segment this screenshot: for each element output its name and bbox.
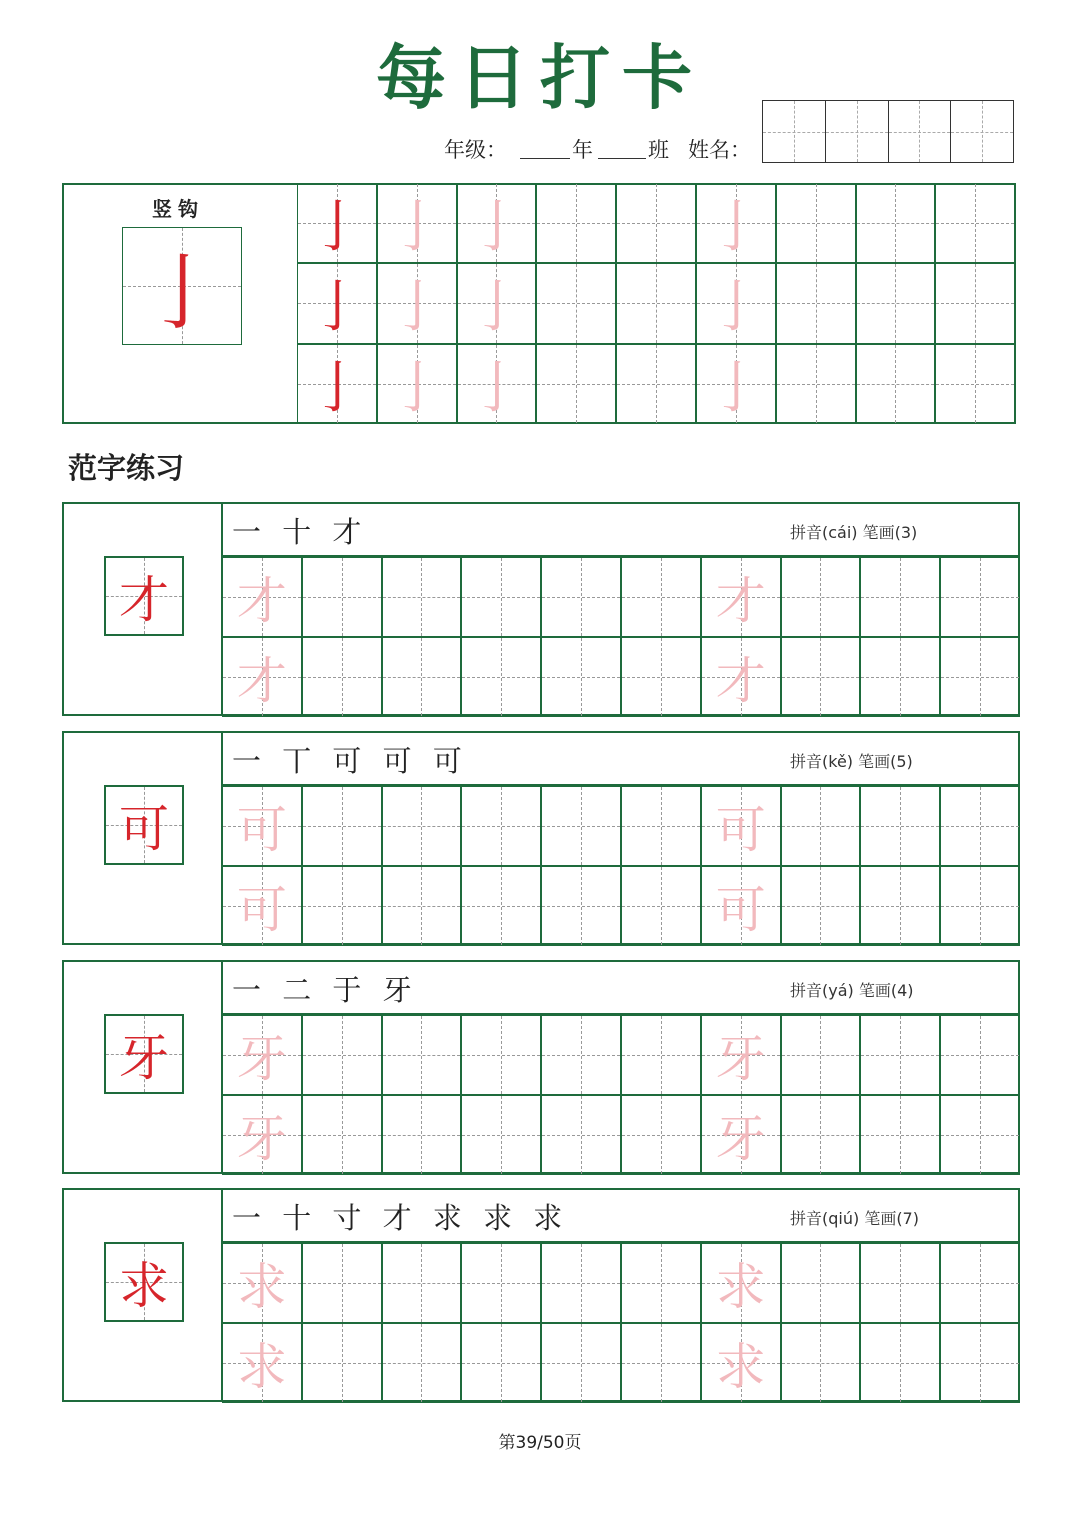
character-practice-cell[interactable] xyxy=(302,786,382,866)
model-character-cell xyxy=(104,785,184,865)
practice-glyph: 亅 xyxy=(308,355,365,421)
character-practice-cell[interactable] xyxy=(701,1243,781,1323)
character-practice-cell[interactable] xyxy=(781,1095,861,1175)
stroke-practice-cell[interactable] xyxy=(696,263,776,343)
character-practice-cell[interactable] xyxy=(541,637,621,717)
stroke-practice-cell[interactable] xyxy=(457,344,537,424)
character-practice-cell[interactable] xyxy=(541,786,621,866)
stroke-sequence: 一 十 才 xyxy=(232,515,368,549)
practice-glyph: 才 xyxy=(236,572,287,630)
character-practice-cell[interactable] xyxy=(382,1015,462,1095)
character-practice-cell[interactable] xyxy=(461,1015,541,1095)
stroke-model-cell xyxy=(122,227,242,345)
character-practice-cell[interactable] xyxy=(621,1095,701,1175)
character-practice-cell[interactable] xyxy=(860,637,940,717)
practice-glyph: 牙 xyxy=(236,1110,287,1168)
character-practice-cell[interactable] xyxy=(860,1095,940,1175)
stroke-practice-cell[interactable] xyxy=(776,263,856,343)
stroke-practice-cell[interactable] xyxy=(536,263,616,343)
character-practice-cell[interactable] xyxy=(382,786,462,866)
character-practice-cell[interactable] xyxy=(781,1323,861,1403)
practice-glyph: 求 xyxy=(715,1338,766,1396)
character-practice-cell[interactable] xyxy=(621,557,701,637)
stroke-practice-cell[interactable] xyxy=(935,183,1015,263)
character-practice-cell[interactable] xyxy=(940,557,1020,637)
practice-glyph: 可 xyxy=(236,881,287,939)
model-character: 才 xyxy=(119,571,169,629)
character-practice-cell[interactable] xyxy=(541,1015,621,1095)
character-practice-cell[interactable] xyxy=(302,1243,382,1323)
practice-glyph: 才 xyxy=(715,572,766,630)
section-title: 范字练习 xyxy=(68,451,185,485)
grade-blank[interactable] xyxy=(520,134,570,159)
character-practice-cell[interactable] xyxy=(541,1243,621,1323)
practice-glyph: 可 xyxy=(715,881,766,939)
character-practice-cell[interactable] xyxy=(940,1095,1020,1175)
practice-glyph: 亅 xyxy=(388,195,445,261)
practice-glyph: 亅 xyxy=(468,355,525,421)
character-practice-cell[interactable] xyxy=(621,786,701,866)
stroke-practice-cell[interactable] xyxy=(776,183,856,263)
practice-glyph: 求 xyxy=(236,1258,287,1316)
character-practice-cell[interactable] xyxy=(302,1323,382,1403)
character-practice-cell[interactable] xyxy=(461,637,541,717)
page-title: 每日打卡 xyxy=(376,36,704,119)
character-practice-cell[interactable] xyxy=(940,1015,1020,1095)
character-practice-cell[interactable] xyxy=(781,866,861,946)
stroke-practice-cell[interactable] xyxy=(935,344,1015,424)
character-practice-cell[interactable] xyxy=(541,1323,621,1403)
stroke-model-glyph: 亅 xyxy=(140,245,223,341)
stroke-practice-cell[interactable] xyxy=(377,263,457,343)
character-practice-cell[interactable] xyxy=(302,557,382,637)
character-practice-cell[interactable] xyxy=(860,557,940,637)
character-practice-cell[interactable] xyxy=(621,637,701,717)
character-practice-cell[interactable] xyxy=(860,1243,940,1323)
character-practice-cell[interactable] xyxy=(781,1015,861,1095)
class-blank[interactable] xyxy=(598,134,646,159)
practice-glyph: 求 xyxy=(715,1258,766,1316)
character-practice-cell[interactable] xyxy=(382,1095,462,1175)
stroke-sequence: 一 二 于 牙 xyxy=(232,973,418,1007)
stroke-practice-cell[interactable] xyxy=(297,263,377,343)
character-practice-cell[interactable] xyxy=(621,1323,701,1403)
grade-label: 年级： xyxy=(444,138,507,162)
practice-glyph: 亅 xyxy=(308,275,365,341)
character-practice-cell[interactable] xyxy=(382,1243,462,1323)
character-practice-cell[interactable] xyxy=(781,786,861,866)
character-practice-cell[interactable] xyxy=(701,1015,781,1095)
pinyin-stroke-count: 拼音(qiú) 笔画(7) xyxy=(790,1209,919,1228)
character-practice-cell[interactable] xyxy=(541,866,621,946)
character-practice-cell[interactable] xyxy=(382,1323,462,1403)
character-practice-cell[interactable] xyxy=(382,557,462,637)
name-label: 姓名： xyxy=(688,138,751,162)
practice-glyph: 牙 xyxy=(715,1030,766,1088)
character-practice-cell[interactable] xyxy=(940,1323,1020,1403)
character-practice-cell[interactable] xyxy=(222,1243,302,1323)
pinyin-stroke-count: 拼音(yá) 笔画(4) xyxy=(790,981,914,1000)
character-practice-cell[interactable] xyxy=(222,1095,302,1175)
character-practice-cell[interactable] xyxy=(860,866,940,946)
character-practice-cell[interactable] xyxy=(860,786,940,866)
stroke-practice-cell[interactable] xyxy=(616,183,696,263)
character-practice-cell[interactable] xyxy=(940,786,1020,866)
practice-glyph: 才 xyxy=(236,652,287,710)
character-practice-cell[interactable] xyxy=(302,866,382,946)
practice-glyph: 牙 xyxy=(236,1030,287,1088)
stroke-practice-cell[interactable] xyxy=(856,263,936,343)
character-practice-cell[interactable] xyxy=(701,557,781,637)
pinyin-stroke-count: 拼音(cái) 笔画(3) xyxy=(790,523,918,542)
practice-glyph: 亅 xyxy=(468,275,525,341)
practice-glyph: 求 xyxy=(236,1338,287,1396)
model-character: 可 xyxy=(119,800,169,858)
stroke-practice-cell[interactable] xyxy=(776,344,856,424)
character-practice-cell[interactable] xyxy=(781,637,861,717)
character-practice-cell[interactable] xyxy=(940,1243,1020,1323)
character-practice-cell[interactable] xyxy=(302,637,382,717)
practice-glyph: 亅 xyxy=(707,355,764,421)
practice-glyph: 可 xyxy=(715,801,766,859)
stroke-practice-cell[interactable] xyxy=(696,344,776,424)
stroke-practice-cell[interactable] xyxy=(935,263,1015,343)
model-character: 牙 xyxy=(119,1029,169,1087)
pinyin-stroke-count: 拼音(kě) 笔画(5) xyxy=(790,752,913,771)
character-practice-cell[interactable] xyxy=(222,866,302,946)
character-practice-cell[interactable] xyxy=(781,1243,861,1323)
practice-glyph: 亅 xyxy=(388,355,445,421)
character-practice-cell[interactable] xyxy=(940,637,1020,717)
character-practice-cell[interactable] xyxy=(222,1323,302,1403)
character-practice-cell[interactable] xyxy=(701,866,781,946)
stroke-practice-cell[interactable] xyxy=(856,344,936,424)
character-practice-cell[interactable] xyxy=(701,1323,781,1403)
stroke-name: 竖钩 xyxy=(152,197,204,221)
character-practice-cell[interactable] xyxy=(382,866,462,946)
stroke-practice-cell[interactable] xyxy=(536,183,616,263)
practice-glyph: 亅 xyxy=(388,275,445,341)
character-practice-cell[interactable] xyxy=(940,866,1020,946)
practice-glyph: 亅 xyxy=(308,195,365,261)
character-practice-cell[interactable] xyxy=(222,1015,302,1095)
character-practice-cell[interactable] xyxy=(222,557,302,637)
practice-glyph: 牙 xyxy=(715,1110,766,1168)
character-practice-cell[interactable] xyxy=(302,1095,382,1175)
model-character: 求 xyxy=(119,1257,169,1315)
character-practice-cell[interactable] xyxy=(701,637,781,717)
character-practice-cell[interactable] xyxy=(302,1015,382,1095)
stroke-sequence: 一 丅 可 可 可 xyxy=(232,744,468,778)
model-character-cell xyxy=(104,1242,184,1322)
character-practice-cell[interactable] xyxy=(461,1243,541,1323)
character-practice-cell[interactable] xyxy=(621,1015,701,1095)
character-practice-cell[interactable] xyxy=(701,1095,781,1175)
stroke-practice-cell[interactable] xyxy=(696,183,776,263)
character-practice-cell[interactable] xyxy=(461,1323,541,1403)
class-suffix: 班 xyxy=(648,138,669,162)
model-character-cell xyxy=(104,1014,184,1094)
character-practice-cell[interactable] xyxy=(222,786,302,866)
practice-glyph: 才 xyxy=(715,652,766,710)
model-character-cell xyxy=(104,556,184,636)
stroke-practice-cell[interactable] xyxy=(377,344,457,424)
year-suffix: 年 xyxy=(572,138,593,162)
stroke-practice-cell[interactable] xyxy=(616,263,696,343)
stroke-practice-cell[interactable] xyxy=(856,183,936,263)
page-number: 第39/50页 xyxy=(498,1433,582,1453)
practice-glyph: 亅 xyxy=(707,195,764,261)
character-practice-cell[interactable] xyxy=(701,786,781,866)
character-practice-cell[interactable] xyxy=(382,637,462,717)
practice-glyph: 亅 xyxy=(468,195,525,261)
character-practice-cell[interactable] xyxy=(860,1323,940,1403)
stroke-sequence: 一 十 寸 才 求 求 求 xyxy=(232,1201,569,1235)
name-writing-boxes[interactable] xyxy=(762,100,1014,163)
stroke-practice-cell[interactable] xyxy=(457,263,537,343)
character-practice-cell[interactable] xyxy=(461,786,541,866)
character-practice-cell[interactable] xyxy=(461,866,541,946)
character-practice-cell[interactable] xyxy=(222,637,302,717)
character-practice-cell[interactable] xyxy=(461,1095,541,1175)
character-practice-cell[interactable] xyxy=(781,557,861,637)
stroke-practice-cell[interactable] xyxy=(297,183,377,263)
character-practice-cell[interactable] xyxy=(461,557,541,637)
stroke-practice-cell[interactable] xyxy=(457,183,537,263)
character-practice-cell[interactable] xyxy=(541,557,621,637)
stroke-practice-cell[interactable] xyxy=(377,183,457,263)
character-practice-cell[interactable] xyxy=(621,866,701,946)
character-practice-cell[interactable] xyxy=(860,1015,940,1095)
character-practice-cell[interactable] xyxy=(541,1095,621,1175)
character-practice-cell[interactable] xyxy=(621,1243,701,1323)
stroke-practice-cell[interactable] xyxy=(297,344,377,424)
practice-glyph: 亅 xyxy=(707,275,764,341)
stroke-practice-cell[interactable] xyxy=(616,344,696,424)
practice-glyph: 可 xyxy=(236,801,287,859)
stroke-practice-cell[interactable] xyxy=(536,344,616,424)
